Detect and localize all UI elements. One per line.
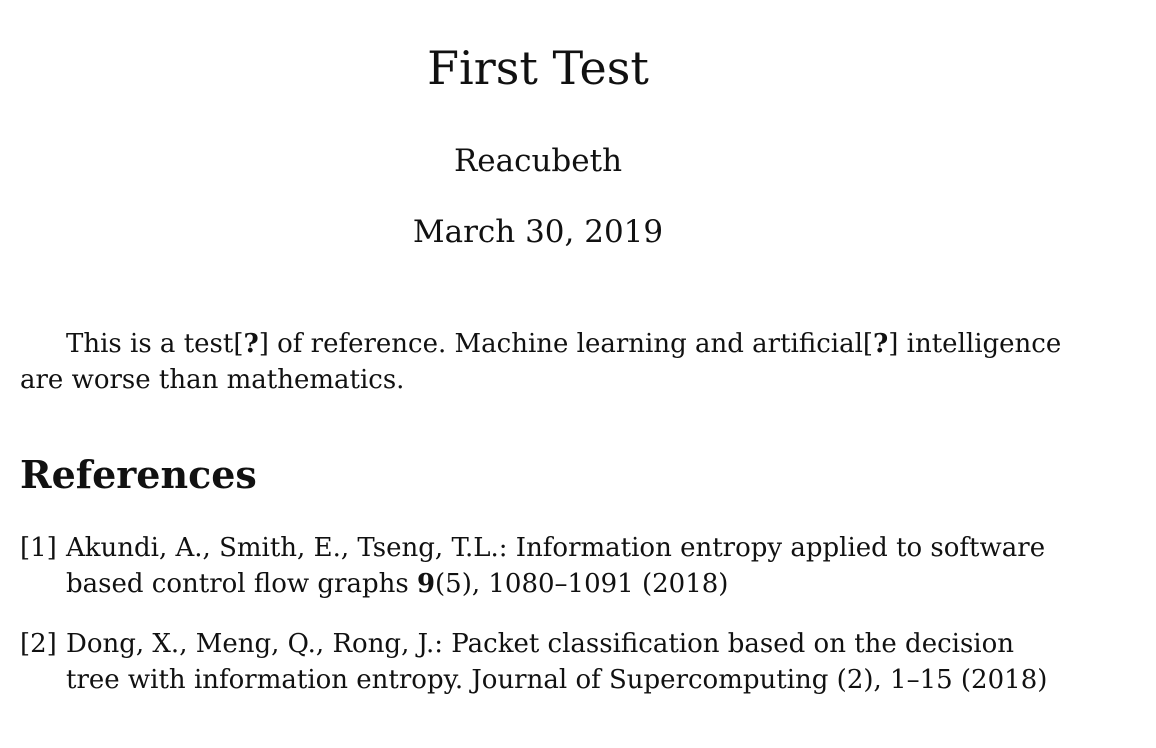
- reference-text-segment: (5), 1080–1091 (2018): [435, 569, 729, 599]
- reference-line-1: Dong, X., Meng, Q., Rong, J.: Packet classification based on the decision: [66, 629, 1015, 659]
- reference-number: [2]: [20, 629, 57, 659]
- document-date: March 30, 2019: [412, 214, 664, 250]
- reference-number: [1]: [20, 533, 57, 563]
- reference-line-2: [66, 566, 1060, 602]
- references-heading: References: [20, 452, 257, 497]
- body-line-1: [20, 326, 1060, 362]
- reference-text: [66, 626, 1060, 698]
- reference-volume: 9: [416, 569, 436, 599]
- citation-marker: ?: [243, 329, 259, 359]
- reference-line-1: Akundi, A., Smith, E., Tseng, T.L.: Information entropy applied to software: [66, 533, 1046, 563]
- document-author: Reacubeth: [453, 143, 623, 179]
- reference-line-2: tree with information entropy. Journal of Supercomputing (2), 1–15 (2018): [66, 665, 1048, 695]
- reference-text-segment: based control flow graphs: [66, 569, 417, 599]
- body-line-2: are worse than mathematics.: [20, 365, 405, 395]
- document-title: First Test: [427, 41, 649, 95]
- body-text-segment: This is a test[: [66, 329, 244, 359]
- body-text-segment: ] of reference. Machine learning and artificial[: [258, 329, 874, 359]
- body-text-segment: ] intelligence: [888, 329, 1062, 359]
- reference-text: [66, 530, 1060, 602]
- citation-marker: ?: [873, 329, 889, 359]
- body-paragraph: [20, 326, 1060, 398]
